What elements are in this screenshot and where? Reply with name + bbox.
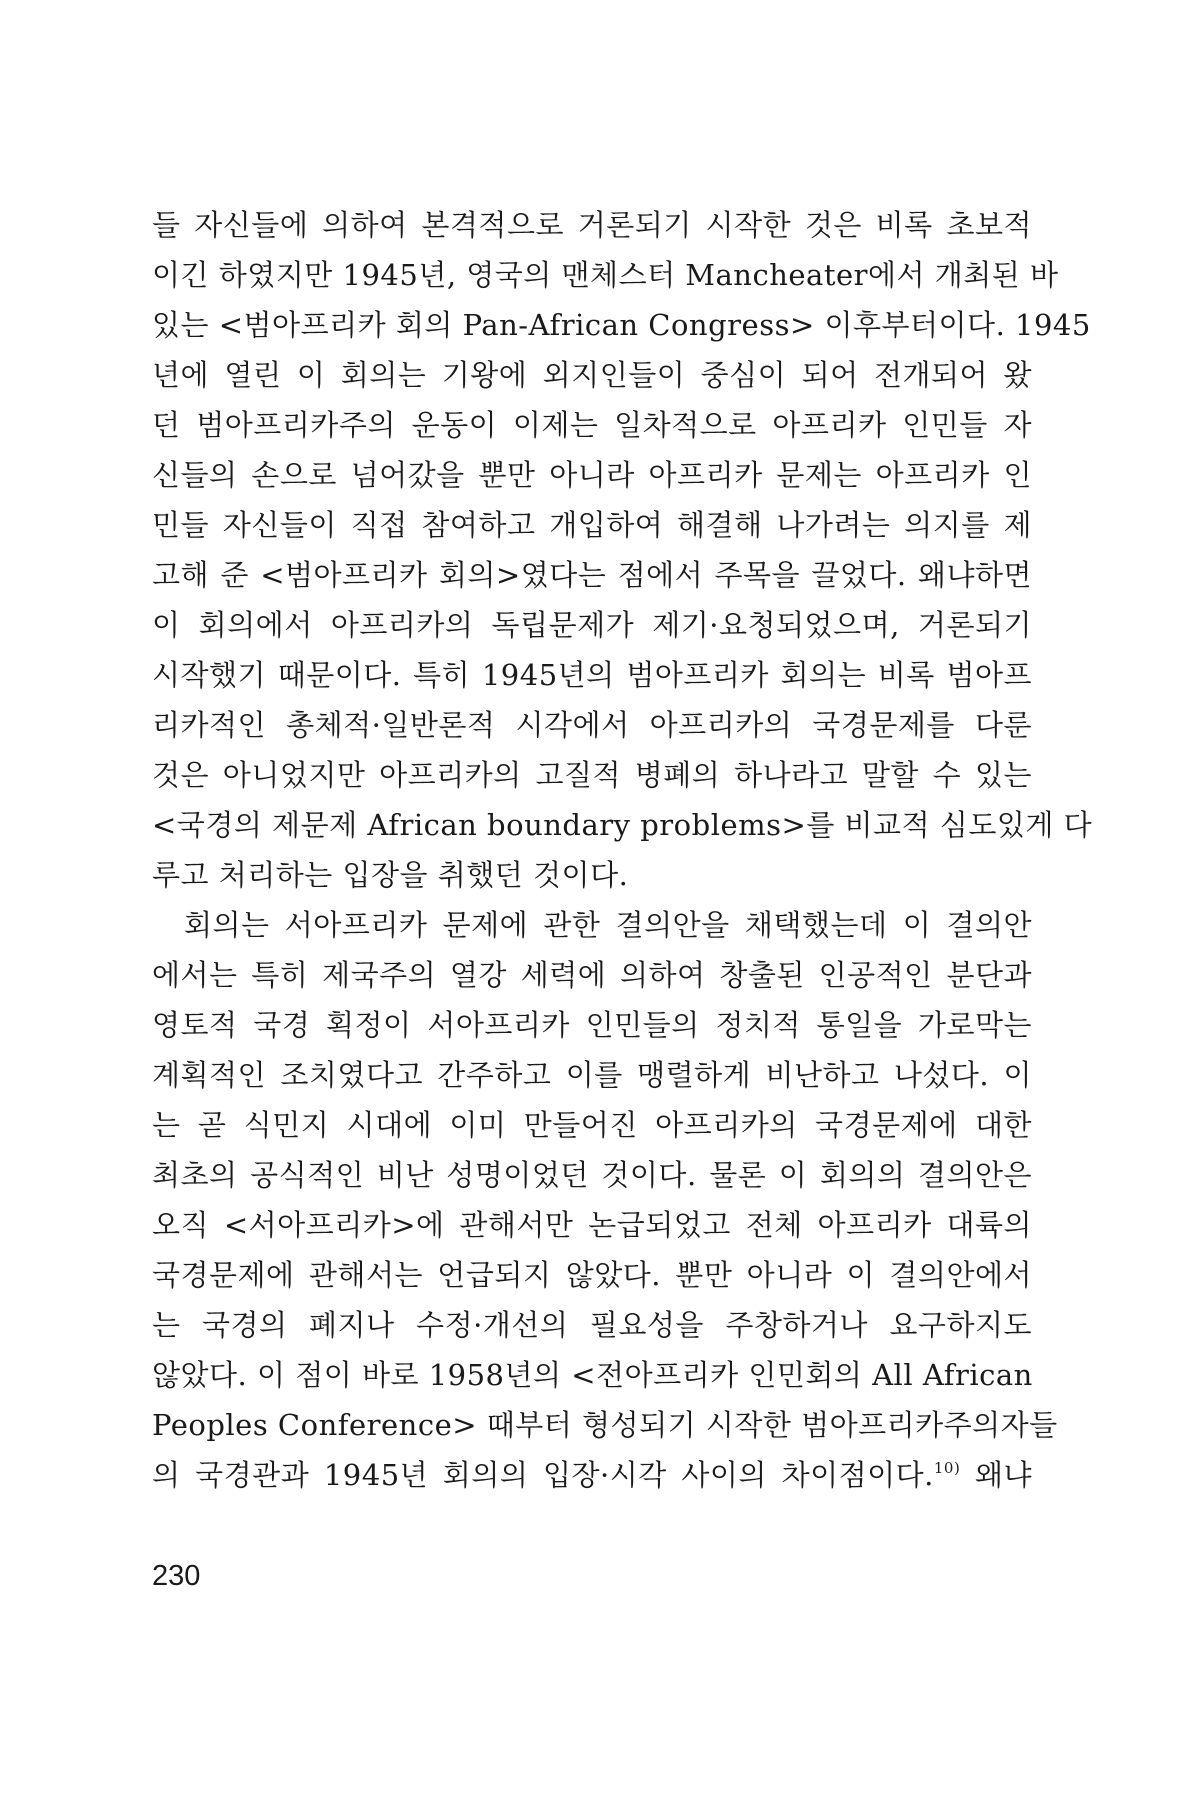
text-line: 이 회의에서 아프리카의 독립문제가 제기·요청되었으며, 거론되기 (152, 608, 1032, 642)
text-line-with-footnote (152, 1450, 1032, 1500)
text-line: 계획적인 조치였다고 간주하고 이를 맹렬하게 비난하고 나섰다. 이 (152, 1058, 1032, 1092)
text-line: 민들 자신들이 직접 참여하고 개입하여 해결해 나가려는 의지를 제 (152, 508, 1032, 542)
text-line: 회의는 서아프리카 문제에 관한 결의안을 채택했는데 이 결의안 (184, 908, 1032, 942)
text-line: 루고 처리하는 입장을 취했던 것이다. (152, 858, 629, 892)
paragraph-2 (152, 900, 1058, 1500)
text-line: 시작했기 때문이다. 특히 1945년의 범아프리카 회의는 비록 범아프 (152, 658, 1032, 692)
text-line: 오직 <서아프리카>에 관해서만 논급되었고 전체 아프리카 대륙의 (152, 1208, 1032, 1242)
text-line: 국경문제에 관해서는 언급되지 않았다. 뿐만 아니라 이 결의안에서 (152, 1258, 1032, 1292)
text-line: 이긴 하였지만 1945년, 영국의 맨체스터 Mancheater에서 개최된 바 (152, 258, 1059, 292)
text-line: 신들의 손으로 넘어갔을 뿐만 아니라 아프리카 문제는 아프리카 인 (152, 458, 1032, 492)
text-line: 있는 <범아프리카 회의 Pan-African Congress> 이후부터이다. 1945 (152, 308, 1091, 342)
text-line: <국경의 제문제 African boundary problems>를 비교적 심도있게 다 (152, 808, 1093, 842)
paragraph-1 (152, 200, 1093, 900)
text-line: 던 범아프리카주의 운동이 이제는 일차적으로 아프리카 인민들 자 (152, 408, 1032, 442)
line-text: 의 국경관과 1945년 회의의 입장·시각 사이의 차이점이다. (152, 1458, 934, 1492)
text-line: 는 국경의 폐지나 수정·개선의 필요성을 주창하거나 요구하지도 (152, 1308, 1032, 1342)
footnote-mark: 10) (933, 1459, 961, 1477)
line-text-end: 왜냐 (960, 1458, 1032, 1492)
text-line: 것은 아니었지만 아프리카의 고질적 병폐의 하나라고 말할 수 있는 (152, 758, 1032, 792)
page-number: 230 (152, 1560, 201, 1592)
text-line: 리카적인 총체적·일반론적 시각에서 아프리카의 국경문제를 다룬 (152, 708, 1032, 742)
text-line: 않았다. 이 점이 바로 1958년의 <전아프리카 인민회의 All African (152, 1358, 1033, 1392)
text-line: 에서는 특히 제국주의 열강 세력에 의하여 창출된 인공적인 분단과 (152, 958, 1032, 992)
text-line: 년에 열린 이 회의는 기왕에 외지인들이 중심이 되어 전개되어 왔 (152, 358, 1032, 392)
text-line: 고해 준 <범아프리카 회의>였다는 점에서 주목을 끌었다. 왜냐하면 (152, 558, 1032, 592)
body-text (152, 200, 1093, 1500)
text-line: 는 곧 식민지 시대에 이미 만들어진 아프리카의 국경문제에 대한 (152, 1108, 1032, 1142)
text-line: 최초의 공식적인 비난 성명이었던 것이다. 물론 이 회의의 결의안은 (152, 1158, 1032, 1192)
text-line: 영토적 국경 획정이 서아프리카 인민들의 정치적 통일을 가로막는 (152, 1008, 1032, 1042)
text-line: 들 자신들에 의하여 본격적으로 거론되기 시작한 것은 비록 초보적 (152, 208, 1032, 242)
text-line: Peoples Conference> 때부터 형성되기 시작한 범아프리카주의자들 (152, 1408, 1058, 1442)
